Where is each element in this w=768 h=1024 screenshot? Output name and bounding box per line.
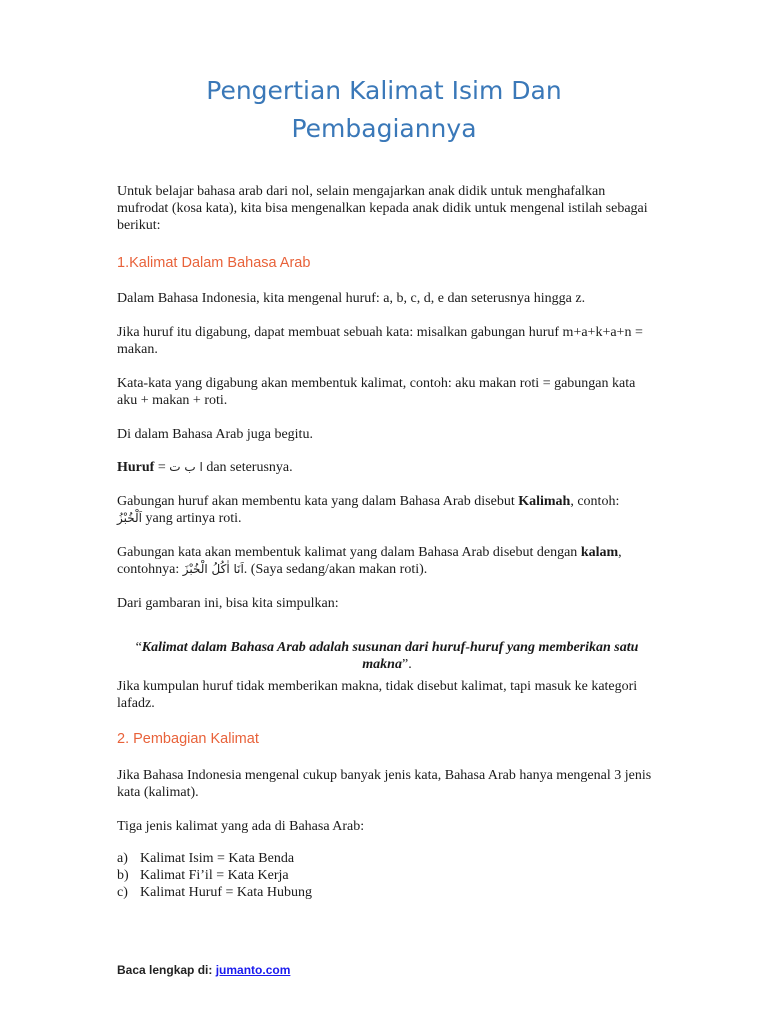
paragraph-huruf-arab — [117, 459, 657, 476]
paragraph-kalimah — [117, 493, 657, 527]
quote-text: Kalimat dalam Bahasa Arab adalah susunan dari huruf-huruf yang memberikan satu makna — [141, 640, 639, 672]
quote-open-mark: “ — [135, 640, 142, 655]
list-item — [117, 884, 312, 901]
paragraph-simpulan: Dari gambaran ini, bisa kita simpulkan: — [117, 596, 339, 611]
paragraph-huruf-latin: Dalam Bahasa Indonesia, kita mengenal huruf: a, b, c, d, e dan seterusnya hingga z. — [117, 291, 586, 306]
paragraph-tiga-jenis: Tiga jenis kalimat yang ada di Bahasa Arab: — [117, 819, 365, 834]
kalimah-arabic-text: اَلْخُبْزُ — [117, 511, 142, 525]
list-marker: b) — [117, 868, 129, 883]
list-item — [117, 850, 312, 867]
paragraph-kata-kalimat: Kata-kata yang digabung akan membentuk kalimat, contoh: aku makan roti = gabungan kata aku + makan + roti. — [117, 376, 636, 408]
section-1-heading: 1.Kalimat Dalam Bahasa Arab — [117, 255, 311, 271]
kalam-post: , — [618, 545, 622, 560]
paragraph-kalam — [117, 544, 657, 578]
kalimah-bold: Kalimah — [518, 494, 571, 509]
definition-quote — [117, 639, 657, 673]
list-item — [117, 867, 312, 884]
huruf-tail: dan seterusnya. — [202, 460, 293, 475]
kalimah-tail: yang artinya roti. — [141, 511, 242, 526]
kalimat-type-list — [117, 850, 312, 901]
huruf-arabic-text: ا ب ت — [169, 460, 203, 474]
paragraph-jenis-kata: Jika Bahasa Indonesia mengenal cukup banyak jenis kata, Bahasa Arab hanya mengenal 3 jenis kata (kalimat). — [117, 768, 652, 800]
footer-source-link[interactable]: jumanto.com — [215, 963, 291, 977]
intro-paragraph: Untuk belajar bahasa arab dari nol, selain mengajarkan anak didik untuk menghafalkan mufrodat (kosa kata), kita bisa mengenalkan kepada anak didik untuk mengenal istilah sebagai berikut: — [117, 184, 648, 233]
paragraph-bahasa-arab: Di dalam Bahasa Arab juga begitu. — [117, 427, 313, 442]
list-item-text: Kalimat Isim = Kata Benda — [140, 851, 295, 866]
list-item-text: Kalimat Huruf = Kata Hubung — [140, 885, 312, 900]
quote-close-mark: ”. — [401, 657, 412, 672]
list-marker: a) — [117, 851, 128, 866]
kalam-bold: kalam — [580, 545, 619, 560]
kalimah-pre: Gabungan huruf akan membentu kata yang dalam Bahasa Arab disebut — [117, 494, 519, 509]
kalam-pre: Gabungan kata akan membentuk kalimat yang dalam Bahasa Arab disebut dengan — [117, 545, 581, 560]
footer-label: Baca lengkap di: — [117, 963, 216, 977]
footer-read-more — [117, 963, 290, 977]
page-title-line-1: Pengertian Kalimat Isim Dan — [206, 76, 562, 105]
kalam-line2-pre: contohnya: — [117, 562, 183, 577]
huruf-equals: = — [154, 460, 170, 475]
section-2-heading: 2. Pembagian Kalimat — [117, 731, 259, 747]
kalam-tail: . (Saya sedang/akan makan roti). — [243, 562, 428, 577]
page-title — [0, 72, 768, 148]
kalimah-post: , contoh: — [570, 494, 620, 509]
list-item-text: Kalimat Fi’il = Kata Kerja — [140, 868, 289, 883]
kalam-arabic-text: اَنَا اٰكُلُ الْخُبْزَ — [182, 562, 244, 576]
list-marker: c) — [117, 885, 128, 900]
paragraph-gabungan-huruf: Jika huruf itu digabung, dapat membuat sebuah kata: misalkan gabungan huruf m+a+k+a+n = makan. — [117, 325, 643, 357]
page-title-line-2: Pembagiannya — [291, 114, 477, 143]
paragraph-lafadz: Jika kumpulan huruf tidak memberikan makna, tidak disebut kalimat, tapi masuk ke kategori lafadz. — [117, 679, 638, 711]
huruf-label: Huruf — [117, 460, 155, 475]
